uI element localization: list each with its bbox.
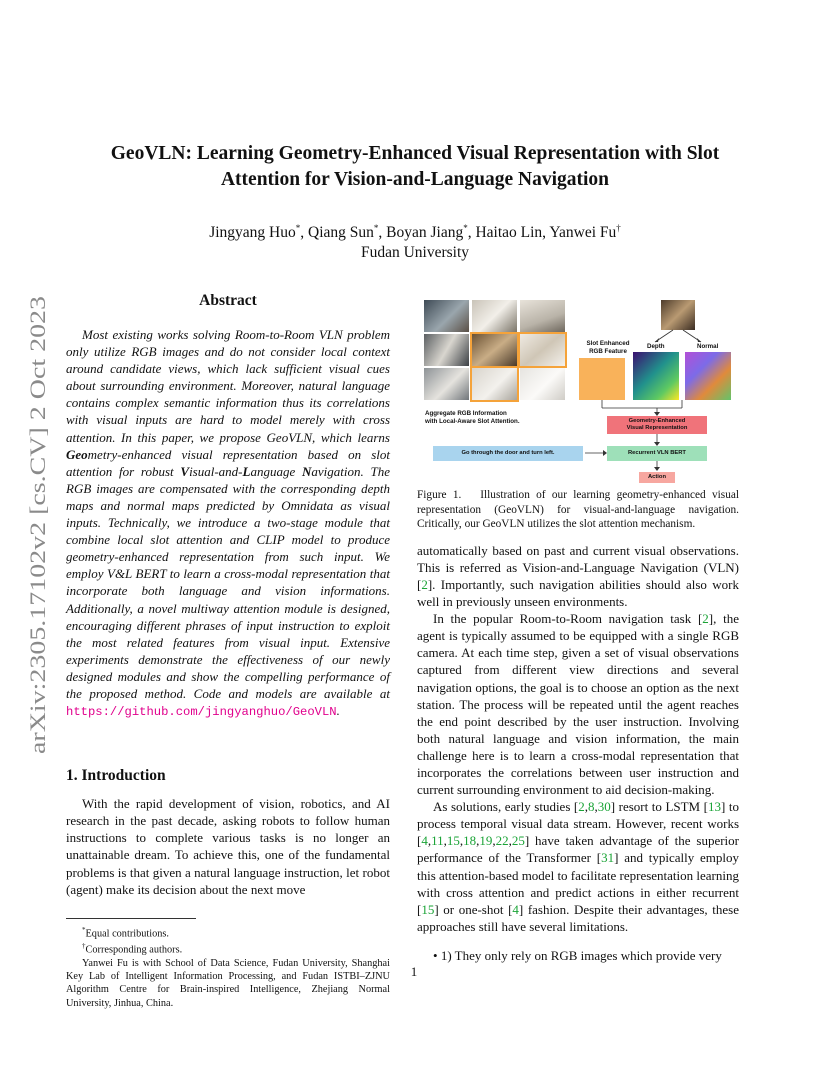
figure-caption: Figure 1. Illustration of our learning geometry-enhanced visual representation (GeoVLN) for visual-and-language navigation. Critically, our GeoVLN utilizes the slot attention mechanism. — [417, 489, 739, 531]
author-3: Boyan Jiang — [386, 224, 464, 242]
section-heading-introduction: 1. Introduction — [66, 767, 166, 785]
aggregate-label: Aggregate RGB Information with Local-Aware Slot Attention. — [425, 410, 520, 425]
author-2: Qiang Sun — [308, 224, 374, 242]
abstract-text: Most existing works solving Room-to-Room VLN problem only utilize RGB images and do not consider local context around candidate views, which lack sufficient visual cues about surrounding environment. Moreover, natural language contains complex semantic information thus its correlations with visual inputs are hard to model merely with cross attention. In this paper, we propose GeoVLN, which learns Geometry-enhanced visual representation based on slot attention for robust Visual-and-Language Navigation. The RGB images are compensated with the corresponding depth maps and normal maps predicted by Omnidata as visual inputs. Technically, we introduce a two-stage module that combine local slot attention and CLIP model to produce geometry-enhanced representation from such input. We employ V&L BERT to learn a cross-modal representation that incorporate both language and vision informations. Additionally, a novel multiway attention module is designed, encouraging different phrases of input instruction to exploit the most related features from visual input. Extensive experiments demonstrate the effectiveness of our newly designed modules and show the compelling performance of the proposed method. Code and models are available at https://github.com/jingyanghuo/GeoVLN. — [66, 327, 390, 720]
slot-enhanced-label: Slot Enhanced RGB Feature — [586, 340, 630, 355]
equal-contribution-mark: * — [463, 223, 468, 233]
geometry-enhanced-box: Geometry-Enhanced Visual Representation — [607, 416, 707, 434]
equal-contribution-mark: * — [373, 223, 379, 233]
affiliation: Fudan University — [360, 244, 470, 262]
author-block — [70, 218, 760, 263]
paper-title — [70, 141, 760, 193]
title-line-2: Attention for Vision-and-Language Navigation — [220, 169, 610, 190]
right-paragraph-3: As solutions, early studies [2,8,30] resort to LSTM [13] to process temporal visual data stream. However, recent works [4,11,15,18,19,22,25] have taken advantage of the superior performance of the Transformer [31] and typically employ this attention-based model to facilitate representation learning with cross attention and predict actions in either recurrent [15] or one-shot [4] fashion. Despite their advantages, these approaches still have several limitations. — [417, 799, 739, 934]
intro-paragraph: With the rapid development of vision, robotics, and AI research in the past decade, asking robots to follow human instructions to complete various tasks is no longer an unattainable dream. To achieve this, one of the fundamental problems is that given a natural language instruction, let robot (agent) make its decision about the next move — [66, 796, 390, 897]
abstract-heading: Abstract — [199, 292, 257, 309]
depth-label: Depth — [647, 343, 665, 350]
equal-contribution-mark: * — [295, 223, 301, 233]
footnote-corresponding-authors: †Corresponding authors. — [82, 942, 183, 956]
author-4: Haitao Lin — [475, 224, 543, 242]
normal-label: Normal — [697, 343, 719, 350]
bullet-item: • 1) They only rely on RGB images which provide very — [433, 947, 722, 963]
footnote-rule — [66, 918, 196, 919]
footnote-affiliation: Yanwei Fu is with School of Data Science, Fudan University, Shanghai Key Lab of Intelligent Information Processing, and Fudan ISTBI–ZJNU Algorithm Centre for Brain-inspired Intelligence, Zhejiang Normal University, Jinhua, China. — [66, 957, 390, 1009]
action-box: Action — [639, 472, 675, 483]
arxiv-stamp — [18, 296, 52, 754]
author-5: Yanwei Fu — [549, 224, 617, 242]
right-paragraph-1: automatically based on past and current visual observations. This is referred as Vision-and-Language Navigation (VLN) [2]. Importantly, such navigation abilities should also work well in previously unseen environments. — [417, 542, 739, 610]
arxiv-stamp-text: arXiv:2305.17102v2 [cs.CV] 2 Oct 2023 — [25, 385, 50, 754]
right-paragraph-2: In the popular Room-to-Room navigation task [2], the agent is typically assumed to be equipped with a single RGB camera. At each time step, given a set of visual observations captured from different view directions and several navigation options, the goal is to choose an option as the next station. The process will be repeated until the agent reaches the end point described by the user instruction. Involving both natural language and vision information, the main challenge here is to learn a cross-modal representation that incorporates the correlations between user instruction and current surrounding environment to aid decision-making. — [417, 611, 739, 798]
recurrent-vln-bert-box: Recurrent VLN BERT — [607, 446, 707, 461]
footnote-equal-contributions: *Equal contributions. — [82, 925, 170, 940]
left-column — [66, 292, 390, 1010]
page-number: 1 — [410, 964, 418, 979]
title-line-1: GeoVLN: Learning Geometry-Enhanced Visual Representation with Slot — [110, 143, 720, 164]
bullet-dot: • — [433, 947, 441, 963]
instruction-box: Go through the door and turn left. — [433, 446, 583, 461]
corresponding-author-mark: † — [616, 223, 621, 233]
author-names: Jingyang Huo*, Qiang Sun*, Boyan Jiang*, Haitao Lin, Yanwei Fu† — [209, 223, 621, 242]
code-link[interactable]: https://github.com/jingyanghuo/GeoVLN — [66, 705, 337, 720]
figure-1 — [417, 292, 739, 482]
right-column — [417, 292, 739, 964]
author-1: Jingyang Huo — [209, 224, 296, 242]
